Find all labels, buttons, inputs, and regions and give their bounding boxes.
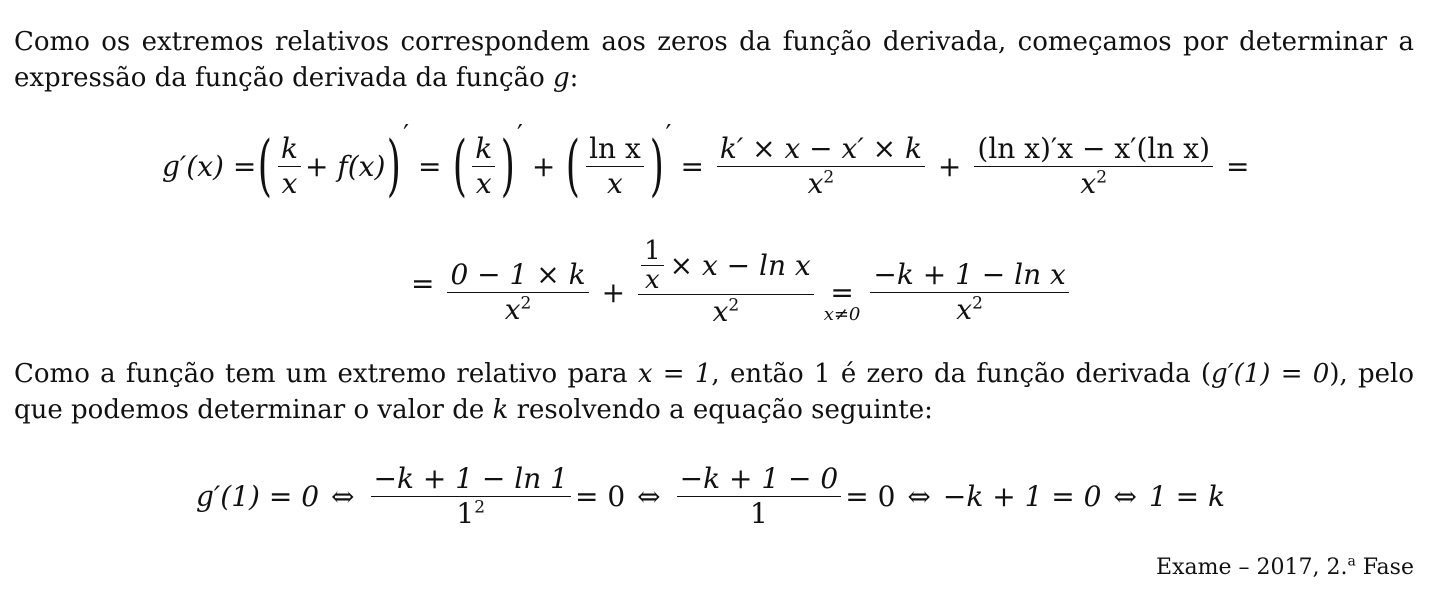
eq3-lhs: g′(1) = 0 <box>196 479 320 513</box>
eq3-frac1-den-exp: 2 <box>474 497 486 518</box>
equation-derivative <box>162 120 1258 206</box>
source-ordinal: a <box>1347 553 1356 570</box>
eq1-close-paren-3: ) <box>649 127 664 204</box>
eq2-frac1-num-text: 0 − 1 × k <box>450 257 586 291</box>
eq2-frac3-den-exp: 2 <box>972 293 983 314</box>
eq2-frac3-den-x: x <box>956 292 973 326</box>
middle-math-g1: g′(1) = 0 <box>1211 359 1330 389</box>
eq3-frac-1 <box>371 462 571 531</box>
eq2-cond-text: x≠0 <box>823 304 861 325</box>
eq2-frac2-num <box>638 237 814 295</box>
eq2-inner-num: 1 <box>641 237 664 266</box>
intro-line-1: Como os extremos relativos correspondem aos zeros da função derivada, começamos por determinar a <box>14 27 1414 57</box>
eq1-open-paren: ( <box>258 127 273 204</box>
eq2-inner-den: x <box>645 265 660 295</box>
middle-p3: ), pelo <box>1329 359 1415 389</box>
eq1-open-paren-3: ( <box>566 127 581 204</box>
eq1-frac-k-over-x <box>278 132 301 201</box>
eq1-equals-1: = <box>418 149 442 183</box>
equation-simplification <box>402 228 1073 338</box>
eq2-frac3-den <box>953 293 986 327</box>
eq1-qr2-den <box>1077 167 1110 201</box>
eq2-inner-frac <box>641 237 664 294</box>
eq1-frac-k-num: k <box>278 132 301 167</box>
middle-p1: Como a função tem um extremo relativo para <box>14 359 638 389</box>
eq1-lhs: g′(x) = <box>162 149 257 183</box>
exam-source <box>1156 555 1414 580</box>
middle-line-2-prefix: que podemos determinar o valor de <box>14 395 493 425</box>
intro-var-g: g <box>553 63 570 93</box>
eq2-frac1-num <box>447 258 588 293</box>
eq3-iff-4: ⇔ <box>1113 479 1137 513</box>
eq1-frac3-den: x <box>607 166 623 200</box>
middle-p2: , então 1 é zero da função derivada ( <box>711 359 1212 389</box>
eq2-frac2-num-rest: × x − ln x <box>669 248 811 282</box>
eq1-qr2-den-exp: 2 <box>1096 167 1108 188</box>
eq3-frac1-den <box>453 497 488 531</box>
eq1-frac-k-den: x <box>281 166 298 200</box>
eq2-frac-3 <box>870 258 1068 327</box>
eq2-frac1-den-exp: 2 <box>520 293 532 314</box>
eq1-qr1-den <box>805 167 838 201</box>
intro-line-2-suffix: : <box>569 63 579 93</box>
eq2-frac1-den <box>502 293 535 327</box>
eq1-frac2-num: k <box>472 132 495 167</box>
eq1-frac-lnx-over-x <box>586 132 644 201</box>
eq3-eq0-1: = 0 <box>574 479 626 513</box>
eq2-frac2-den-exp: 2 <box>728 295 740 316</box>
eq1-prime: ′ <box>403 120 410 150</box>
eq1-qr2-den-x: x <box>1080 166 1097 200</box>
eq1-close-paren: ) <box>387 127 402 204</box>
eq3-step5: 1 = k <box>1148 479 1225 513</box>
middle-line-2 <box>14 392 1414 428</box>
eq3-frac2-num: −k + 1 − 0 <box>677 462 842 497</box>
eq2-plus: + <box>601 275 626 309</box>
eq3-frac1-num: −k + 1 − ln 1 <box>371 462 571 497</box>
eq2-lead-equals: = <box>411 266 435 300</box>
middle-paragraph <box>14 356 1414 428</box>
eq1-open-paren-2: ( <box>452 127 467 204</box>
intro-paragraph <box>14 24 1414 96</box>
source-suffix: Fase <box>1355 555 1414 580</box>
eq2-conditional-equals <box>824 269 861 325</box>
intro-line-2-prefix: expressão da função derivada da função <box>14 63 553 93</box>
middle-var-k: k <box>492 395 509 425</box>
middle-math-x-eq-1: x = 1 <box>637 359 712 389</box>
eq3-eq0-2: = 0 <box>845 479 896 513</box>
eq2-frac3-num: −k + 1 − ln x <box>870 258 1068 293</box>
eq1-quotient-rule-1 <box>717 132 925 201</box>
eq3-iff-2: ⇔ <box>637 479 661 513</box>
eq1-frac2-den: x <box>475 166 492 200</box>
eq1-prime-2: ′ <box>516 120 523 150</box>
eq1-plus-fx: + f(x) <box>305 149 386 183</box>
eq1-frac-k-over-x-2 <box>472 132 495 201</box>
eq1-qr1-den-x: x <box>807 166 824 200</box>
eq1-trailing-equals: = <box>1226 149 1250 183</box>
eq1-qr1-num: k′ × x − x′ × k <box>717 132 925 167</box>
eq3-frac-2 <box>677 462 842 531</box>
middle-line-1 <box>14 356 1414 392</box>
eq1-qr2-num: (ln x)′x − x′(ln x) <box>974 132 1213 167</box>
eq1-equals-2: = <box>680 149 704 183</box>
eq3-frac2-den: 1 <box>750 496 768 530</box>
eq2-cond-eq-sign: = <box>830 276 854 309</box>
eq1-qr1-den-exp: 2 <box>823 167 835 188</box>
eq2-frac2-den <box>710 295 743 329</box>
eq1-prime-3: ′ <box>665 120 672 150</box>
eq2-frac1-den-x: x <box>504 292 521 326</box>
eq2-frac-2 <box>638 237 814 329</box>
intro-line-2 <box>14 60 1414 96</box>
eq3-frac1-den-base: 1 <box>456 496 475 530</box>
eq3-step4: −k + 1 = 0 <box>942 479 1102 513</box>
eq1-plus: + <box>531 149 556 183</box>
eq1-close-paren-2: ) <box>501 127 516 204</box>
eq3-iff-1: ⇔ <box>331 479 355 513</box>
eq1-quotient-rule-2 <box>974 132 1213 201</box>
eq1-frac3-num: ln x <box>586 132 644 167</box>
eq2-frac-1 <box>447 258 588 327</box>
source-text: Exame – 2017, 2. <box>1156 555 1348 580</box>
eq1-plus-2: + <box>937 149 962 183</box>
middle-line-2-suffix: resolvendo a equação seguinte: <box>508 395 933 425</box>
equation-solve-k <box>196 456 1225 536</box>
eq2-frac2-den-x: x <box>712 295 729 328</box>
eq3-iff-3: ⇔ <box>907 479 931 513</box>
